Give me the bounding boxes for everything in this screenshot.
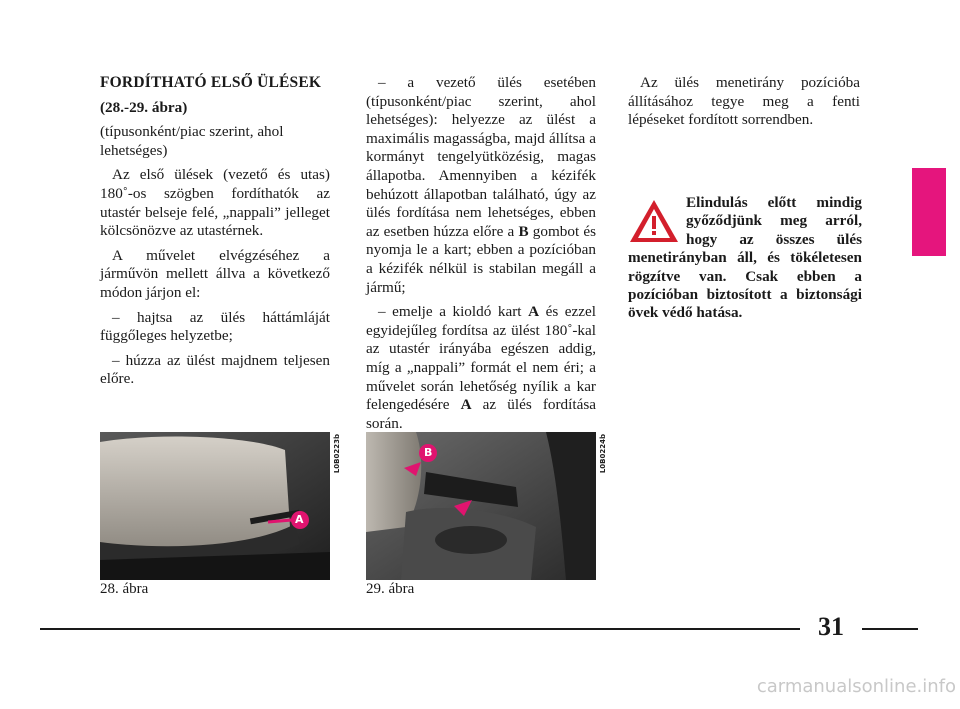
step-driver-seat xyxy=(366,74,596,297)
watermark: carmanualsonline.info xyxy=(756,676,956,697)
section-tab-marker xyxy=(912,168,946,256)
step-backrest: – hajtsa az ülés háttámláját függőleges helyzetbe; xyxy=(100,308,330,345)
figure-28-caption: 28. ábra xyxy=(100,581,149,597)
lever-ref-a-2: A xyxy=(460,396,472,414)
step-rotate-text-2: és ezzel egyidejűleg fordítsa az ülést 180˚-kal az utastér irányába egészen addig, míg a „nappali” formát el nem éri; a művelet során lehetőség nyílik a kar felengedésére xyxy=(366,303,596,414)
step-rotate-seat xyxy=(366,303,596,433)
column-3 xyxy=(628,74,860,136)
paragraph-procedure: A művelet elvégzéséhez a járművön mellett állva a következő módon járjon el: xyxy=(100,246,330,301)
footer-rule-right xyxy=(862,628,918,630)
figure-29-code: L0B0224b xyxy=(599,434,607,474)
figure-28-code: L0B0223b xyxy=(333,434,341,474)
availability-note: (típusonként/piac szerint, ahol lehetséges) xyxy=(100,123,284,159)
section-subtitle: (28.-29. ábra) xyxy=(100,98,188,116)
seat-lever-illustration xyxy=(100,432,330,580)
figure-29-caption: 29. ábra xyxy=(366,581,415,597)
figure-29-photo xyxy=(366,432,596,580)
column-2 xyxy=(366,74,596,439)
step-rotate-text-3: az ülés fordítása során. xyxy=(366,396,596,432)
figure-label-a: A xyxy=(295,513,304,526)
step-rotate-text: – emelje a kioldó kart xyxy=(378,303,529,321)
step-slide-forward: – húzza az ülést majdnem teljesen előre. xyxy=(100,351,330,388)
section-title: FORDÍTHATÓ ELSŐ ÜLÉSEK xyxy=(100,74,322,91)
button-ref-b: B xyxy=(518,222,529,240)
step-driver-seat-text-2: gombot és nyomja le a kart; ebben a pozícióban a kézifék nélkül is stabilan megáll a jármű; xyxy=(366,222,596,296)
footer-rule-left xyxy=(40,628,800,630)
warning-text: Elindulás előtt mindig győződjünk meg arról, hogy az összes ülés menetirányban áll, és tökéletesen rögzítve van. Csak ebben a pozícióban biztosított a biztonsági övek védő hatása. xyxy=(628,194,862,322)
page-number: 31 xyxy=(818,612,844,641)
figure-28-photo xyxy=(100,432,330,580)
step-driver-seat-text: – a vezető ülés esetében (típusonként/piac szerint, ahol lehetséges): helyezze az ülést a maximális magasságba, majd állítsa a kormányt tengelyütközésig, magas állapotba. Amennyiben a kézifék behúzott állapotban található, úgy az ülés fordítása nem lehetséges, ebben az esetben húzza előre a xyxy=(366,74,596,240)
lever-ref-a: A xyxy=(528,303,540,321)
column-1 xyxy=(100,74,330,395)
paragraph-intro: Az első ülések (vezető és utas) 180˚-os szögben fordíthatók az utastér belseje felé, „nappali” jelleget kölcsönözve az utastérnek. xyxy=(100,166,330,240)
warning-block xyxy=(628,194,862,323)
paragraph-reverse: Az ülés menetirány pozícióba állításához tegye meg a fenti lépéseket fordított sorrendben. xyxy=(628,74,860,129)
figure-label-b: B xyxy=(424,446,433,459)
handbrake-illustration xyxy=(366,432,596,580)
warning-triangle-icon xyxy=(628,198,680,244)
